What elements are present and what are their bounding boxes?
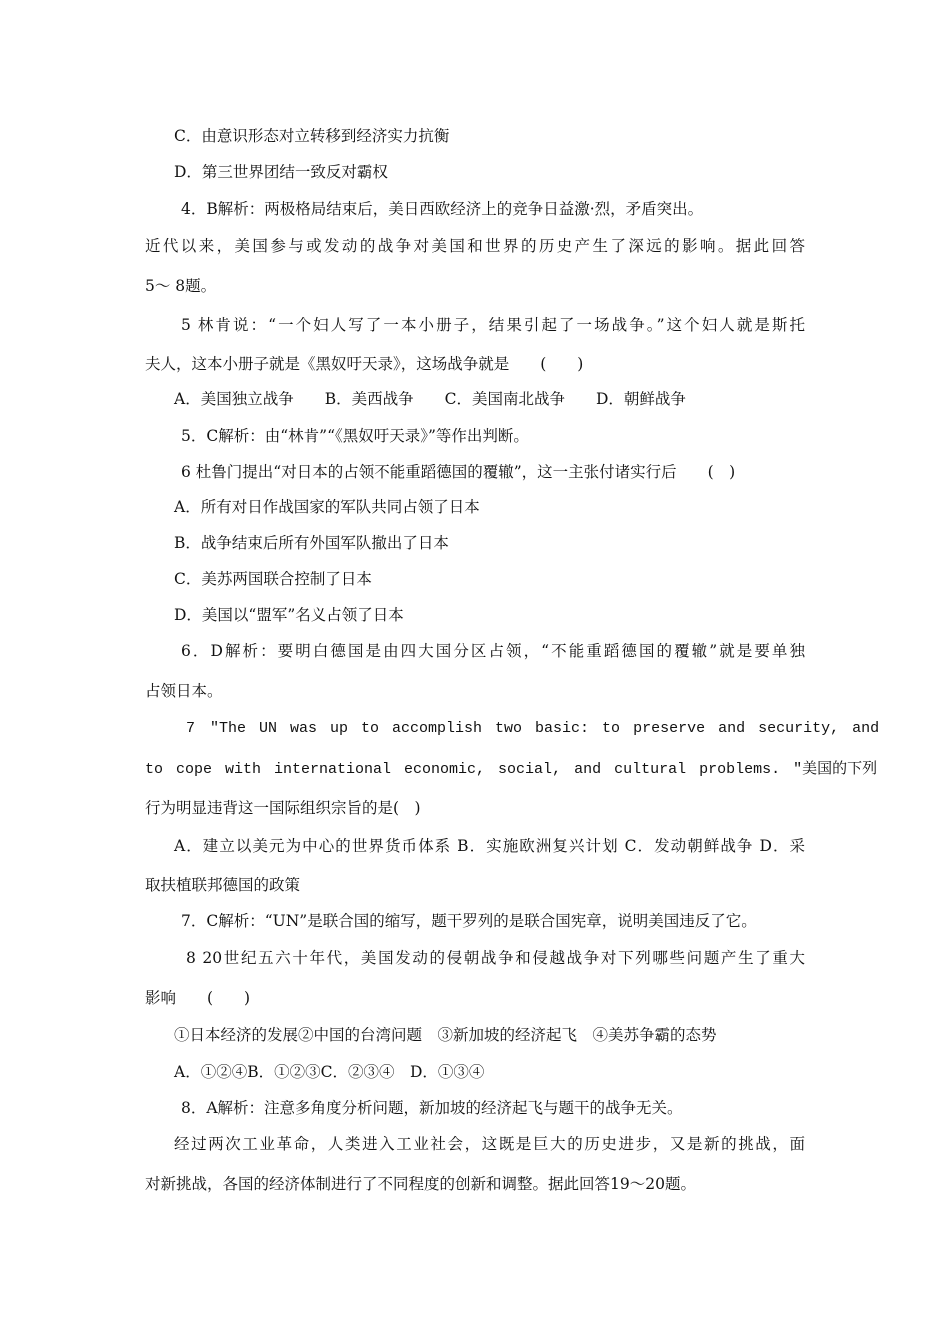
question-7-options-line2: 取扶植联邦德国的政策 xyxy=(145,876,301,894)
question-8-line2: 影响 ( ) xyxy=(145,989,251,1007)
option-c-q6: C．美苏两国联合控制了日本 xyxy=(174,570,372,588)
intro-19-20-line1: 经过两次工业革命，人类进入工业社会，这既是巨大的历史进步，又是新的挑战，面 xyxy=(174,1135,805,1153)
answer-4: 4．B解析：两极格局结束后，美日西欧经济上的竞争日益激·烈，矛盾突出。 xyxy=(181,200,704,218)
question-5-line2: 夫人，这本小册子就是《黑奴吁天录》，这场战争就是 ( ) xyxy=(145,355,584,373)
option-d-q6: D．美国以“盟军”名义占领了日本 xyxy=(174,606,404,624)
question-8-options: A．①②④B．①②③C．②③④ D．①③④ xyxy=(174,1063,485,1081)
question-5-options: A．美国独立战争 B．美西战争 C．美国南北战争 D．朝鲜战争 xyxy=(174,390,686,408)
option-b-q6: B．战争结束后所有外国军队撤出了日本 xyxy=(174,534,449,552)
answer-6-line2: 占领日本。 xyxy=(145,682,223,700)
option-c-q4: C．由意识形态对立转移到经济实力抗衡 xyxy=(174,127,450,145)
question-6: 6 杜鲁门提出“对日本的占领不能重蹈德国的覆辙”，这一主张付诸实行后 ( ) xyxy=(181,463,736,481)
answer-6-line1: 6．D解析：要明白德国是由四大国分区占领，“不能重蹈德国的覆辙”就是要单独 xyxy=(181,642,805,660)
answer-5: 5．C解析：由“林肯”“《黑奴吁天录》”等作出判断。 xyxy=(181,427,529,445)
question-7-options-line1: A．建立以美元为中心的世界货币体系 B．实施欧洲复兴计划 C．发动朝鲜战争 D．采 xyxy=(174,837,805,855)
intro-19-20-line2: 对新挑战，各国的经济体制进行了不同程度的创新和调整。据此回答19～20题。 xyxy=(145,1175,696,1193)
question-7-line1: 7 "The UN was up to accomplish two basic: to preserve and security, and xyxy=(186,720,880,737)
question-7-line3: 行为明显违背这一国际组织宗旨的是( ) xyxy=(145,799,421,817)
answer-7: 7．C解析：“UN”是联合国的缩写，题干罗列的是联合国宪章，说明美国违反了它。 xyxy=(181,912,757,930)
question-8-items: ①日本经济的发展②中国的台湾问题 ③新加坡的经济起飞 ④美苏争霸的态势 xyxy=(174,1026,717,1044)
question-5-line1: 5 林肯说：“一个妇人写了一本小册子，结果引起了一场战争。”这个妇人就是斯托 xyxy=(181,316,805,334)
option-a-q6: A．所有对日作战国家的军队共同占领了日本 xyxy=(174,498,480,516)
answer-8: 8．A解析：注意多角度分析问题，新加坡的经济起飞与题干的战争无关。 xyxy=(181,1099,683,1117)
intro-5-8-line2: 5～ 8题。 xyxy=(145,277,217,295)
question-8-line1: 8 20世纪五六十年代，美国发动的侵朝战争和侵越战争对下列哪些问题产生了重大 xyxy=(186,949,805,967)
question-7-line2: to cope with international economic, social, and cultural problems. "美国的下列 xyxy=(145,761,878,778)
option-d-q4: D．第三世界团结一致反对霸权 xyxy=(174,163,388,181)
intro-5-8-line1: 近代以来，美国参与或发动的战争对美国和世界的历史产生了深远的影响。据此回答 xyxy=(145,237,805,255)
